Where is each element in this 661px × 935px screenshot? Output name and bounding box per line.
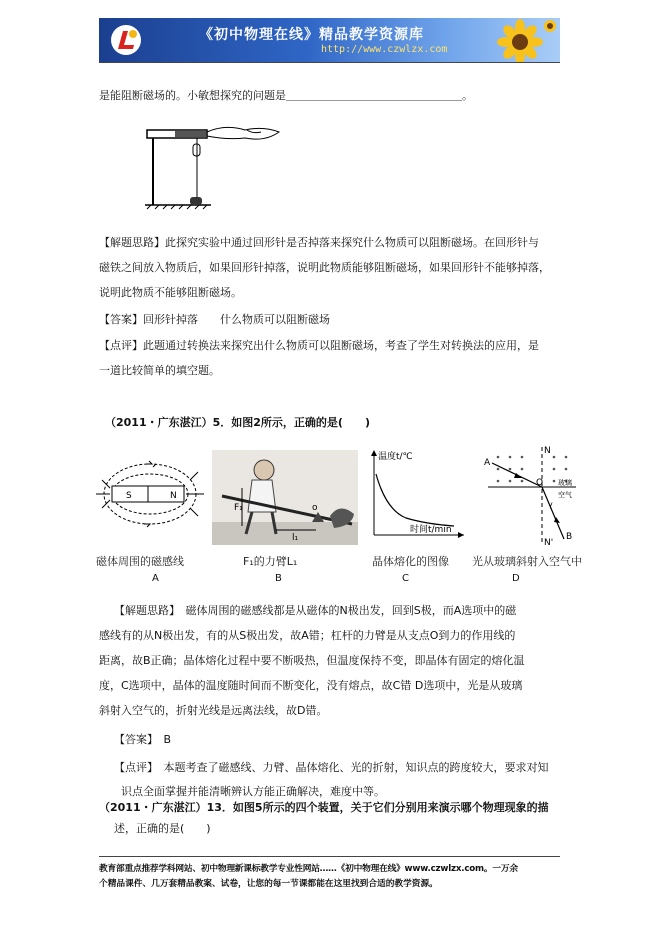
figure-d-caption: 光从玻璃斜射入空气中	[472, 555, 582, 568]
figure-c-ylabel: 温度t/℃	[378, 452, 413, 462]
figure-c-letter: C	[402, 573, 409, 584]
q5-comment-line-1: 【点评】 本题考查了磁感线、力臂、晶体熔化、光的折射，知识点的跨度较大，要求对知	[114, 761, 549, 774]
site-title: 《初中物理在线》精品教学资源库	[199, 27, 424, 43]
figure-d-letter: D	[512, 573, 520, 584]
figure-d-label-gamma: γ	[548, 500, 553, 509]
figure-d-label-n: N	[544, 446, 551, 456]
figure-b-caption: F₁的力臂L₁	[243, 555, 298, 568]
q4-analysis-line-2: 磁铁之间放入物质后，如果回形针掉落，说明此物质能够阻断磁场，如果回形针不能够掉落，	[99, 261, 550, 274]
sunflower-decoration-icon	[480, 18, 560, 62]
footer-line-2: 个精品课件、几万套精品教案、试卷，让您的每一节课都能在这里找到合适的教学资源。	[99, 879, 438, 889]
figure-a-caption: 磁体周围的磁感线	[96, 555, 184, 568]
footer-line-1: 教育部重点推荐学科网站、初中物理新课标教学专业性网站……《初中物理在线》www.czwlzx.com。一万余	[99, 864, 518, 874]
figure-d-label-o: O	[536, 478, 544, 488]
q13-line-2: 述，正确的是( )	[114, 822, 211, 835]
header-banner	[99, 18, 560, 62]
q4-answer: 【答案】回形针掉落 什么物质可以阻断磁场	[99, 313, 330, 326]
site-url-link[interactable]: http://www.czwlzx.com	[321, 44, 448, 55]
figure-d-label-air: 空气	[558, 491, 572, 499]
figure-b-l-label: l₁	[292, 533, 299, 543]
figure-b-o-label: o	[312, 503, 318, 513]
q4-comment-line-2: 一道比较简单的填空题。	[99, 364, 220, 377]
figure-d-label-a: A	[484, 458, 491, 468]
q4-analysis-line-1: 【解题思路】此探究实验中通过回形针是否掉落来探究什么物质可以阻断磁场。在回形针与	[99, 236, 539, 249]
figure-b-letter: B	[275, 573, 282, 584]
figure-b-lever-photo	[212, 450, 358, 545]
q5-answer: 【答案】 B	[114, 733, 172, 746]
figure-d-refraction-diagram	[478, 443, 578, 548]
figure-c-melting-curve	[366, 450, 466, 545]
magnet-paperclip-apparatus-figure	[145, 120, 285, 210]
figure-d-label-glass: 玻璃	[558, 479, 572, 487]
q5-analysis-line-3: 距离，故B正确；晶体熔化过程中要不断吸热，但温度保持不变，即晶体有固定的熔化温	[99, 654, 525, 667]
q5-analysis-line-5: 斜射入空气的，折射光线是远离法线，故D错。	[99, 704, 328, 717]
q13-line-1: （2011・广东湛江）13．如图5所示的四个装置，关于它们分别用来演示哪个物理现象的描	[99, 801, 549, 814]
footer-divider	[99, 856, 560, 857]
header-divider	[99, 62, 560, 63]
q5-question: （2011・广东湛江）5．如图2所示，正确的是( )	[105, 416, 370, 429]
q4-comment-line-1: 【点评】此题通过转换法来探究出什么物质可以阻断磁场，考查了学生对转换法的应用，是	[99, 339, 539, 352]
q4-analysis-line-3: 说明此物质不能够阻断磁场。	[99, 286, 242, 299]
q5-analysis-line-1: 【解题思路】 磁体周围的磁感线都是从磁体的N极出发，回到S极，而A选项中的磁	[114, 604, 517, 617]
figure-d-label-n-prime: N'	[544, 538, 554, 548]
figure-c-caption: 晶体熔化的图像	[372, 555, 449, 568]
q5-analysis-line-4: 度，C选项中，晶体的温度随时间而不断变化，没有熔点，故C错 D选项中，光是从玻璃	[99, 679, 523, 692]
q5-comment-line-2: 识点全面掌握并能清晰辨认方能正确解决，难度中等。	[121, 785, 385, 798]
figure-a-magnet-s-label: S	[126, 491, 132, 501]
q5-analysis-line-2: 感线有的从N极出发，有的从S极出发，故A错；杠杆的力臂是从支点O到力的作用线的	[99, 629, 516, 642]
figure-d-label-b: B	[566, 532, 573, 542]
figure-c-xlabel: 时间t/min	[410, 525, 452, 535]
figure-b-f-label: F₁	[234, 503, 243, 513]
site-logo-icon	[109, 23, 143, 57]
q4-intro-text: 是能阻断磁场的。小敏想探究的问题是＿＿＿＿＿＿＿＿＿＿＿＿＿＿＿＿。	[99, 89, 473, 102]
figure-a-letter: A	[152, 573, 159, 584]
figure-a-magnet-n-label: N	[170, 491, 177, 501]
figure-a-magnetic-field-lines	[96, 450, 204, 545]
